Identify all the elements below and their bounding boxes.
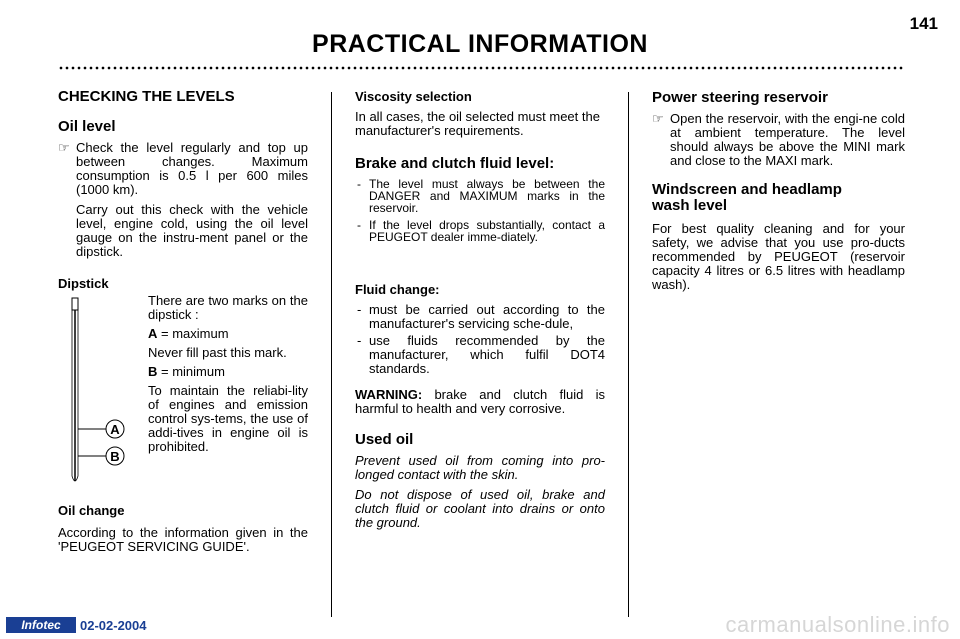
warning-label: WARNING: [355, 387, 423, 402]
dipstick-diagram [62, 296, 132, 486]
pointing-hand-icon: ☞ [58, 140, 70, 155]
page-title: PRACTICAL INFORMATION [312, 30, 648, 58]
mark-a-label: A [148, 326, 158, 341]
dipstick-handle [72, 298, 78, 310]
dipstick-text [148, 294, 308, 454]
brake-item-2: - If the level drops substantially, contact a PEUGEOT dealer imme-diately. [357, 218, 605, 244]
oil-level-text-1: Check the level regularly and top up between changes. Maximum consumption is 0.5 l per 600 miles (1000 km). [76, 140, 308, 197]
windscreen-text: For best quality cleaning and for your safety, we advise that you use pro-ducts recommended by PEUGEOT (reservoir capacity 4 litres or 6.5 litres with headlamp wash). [652, 221, 905, 292]
pointing-hand-icon: ☞ [652, 111, 664, 126]
infotec-logo: Infotec [6, 617, 76, 633]
brake-item-1: - The level must always be between the DANGER and MAXIMUM marks in the reservoir. [357, 177, 605, 215]
subheading-dipstick: Dipstick [58, 276, 109, 291]
column-divider-1 [331, 92, 332, 617]
section-heading-oil-level: Oil level [58, 118, 116, 135]
column-divider-2 [628, 92, 629, 617]
mark-a-line-text [148, 327, 308, 341]
subheading-fluid-change: Fluid change: [355, 282, 440, 297]
power-steering-bullet [652, 112, 905, 168]
footer-date: 02-02-2004 [80, 618, 147, 633]
subheading-viscosity: Viscosity selection [355, 89, 472, 104]
brake-item-1-text: The level must always be between the DANGER and MAXIMUM marks in the reservoir. [369, 177, 605, 215]
power-steering-text: Open the reservoir, with the engi-ne cold at ambient temperature. The level should always be above the MINI mark and close to the MAXI mark. [670, 111, 905, 168]
column-1 [58, 90, 308, 291]
used-oil-text-1: Prevent used oil from coming into pro-longed contact with the skin. [355, 453, 605, 482]
mark-b-text: = minimum [157, 364, 225, 379]
oil-change-section [58, 504, 308, 554]
oil-level-bullet [58, 141, 308, 259]
oil-level-text-2: Carry out this check with the vehicle level, engine cold, using the oil level gauge on the instru-ment panel or the dipstick. [76, 202, 308, 259]
dipstick-text-1: There are two marks on the dipstick : [148, 293, 308, 322]
section-heading-power-steering: Power steering reservoir [652, 89, 828, 106]
warning-text [355, 388, 605, 416]
diagram-label-a: A [110, 422, 120, 437]
oil-change-text: According to the information given in the 'PEUGEOT SERVICING GUIDE'. [58, 525, 308, 554]
column-3 [652, 90, 905, 292]
section-heading-windscreen: Windscreen and headlamp wash level [652, 181, 842, 214]
mark-b-label: B [148, 364, 158, 379]
fluid-change-item-1: - must be carried out according to the manufacturer's servicing sche-dule, [357, 302, 605, 331]
used-oil-text-2: Do not dispose of used oil, brake and clutch fluid or coolant into drains or onto the ground. [355, 487, 605, 530]
section-heading-checking-levels: CHECKING THE LEVELS [58, 88, 235, 105]
dotted-divider [58, 66, 903, 70]
brake-item-2-text: If the level drops substantially, contact a PEUGEOT dealer imme-diately. [369, 218, 605, 244]
column-2 [355, 90, 605, 530]
diagram-label-b: B [110, 449, 120, 464]
subheading-oil-change: Oil change [58, 503, 125, 518]
mark-b-line-text [148, 365, 308, 379]
section-heading-used-oil: Used oil [355, 431, 414, 448]
fluid-change-item-2-text: use fluids recommended by the manufacturer, which fulfil DOT4 standards. [369, 333, 605, 376]
fluid-change-item-1-text: must be carried out according to the manufacturer's servicing sche-dule, [369, 302, 605, 331]
dipstick-text-3: To maintain the reliabi-lity of engines and emission control sys-tems, the use of addi-tives in engine oil is prohibited. [148, 383, 308, 454]
mark-a-text: = maximum [157, 326, 229, 341]
watermark: carmanualsonline.info [725, 612, 950, 637]
warning-body: brake and clutch fluid is harmful to health and very corrosive. [355, 387, 605, 416]
page-number: 141 [909, 14, 938, 33]
section-heading-brake-clutch: Brake and clutch fluid level: [355, 155, 555, 172]
dipstick-text-2: Never fill past this mark. [148, 345, 287, 360]
fluid-change-item-2: - use fluids recommended by the manufacturer, which fulfil DOT4 standards. [357, 333, 605, 376]
viscosity-text: In all cases, the oil selected must meet the manufacturer's requirements. [355, 109, 600, 138]
